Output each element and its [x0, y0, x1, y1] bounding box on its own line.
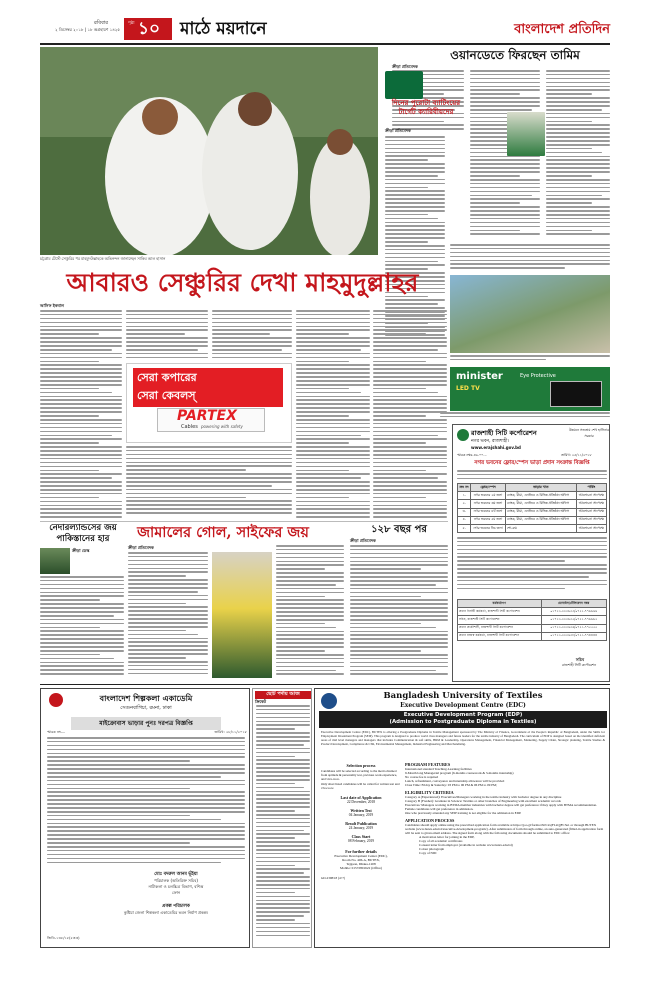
- nerland-byline: ক্রীড়া ডেস্ক: [72, 548, 90, 553]
- tamim-body-col3: [546, 70, 610, 242]
- header-rule: [40, 43, 610, 45]
- lead-byline: আসিফ ইকবাল: [40, 303, 65, 308]
- contact-table-row: [458, 608, 607, 616]
- lead-body-col3: [212, 310, 292, 362]
- rajshahi-web: www.erajshahi.gov.bd: [471, 445, 521, 450]
- floor-table-header: ক্রঃ নং: [458, 484, 471, 492]
- butex-eligibility-3: Executives/ Managers working in BTMA member industries with bachelor degree will get preference if they apply with BTMA recommendation.: [405, 803, 597, 807]
- floor-table-header: পার্কিং: [576, 484, 606, 492]
- floor-table-cell: ব্যাংক, বীমা, এনজিও ও বিভিন্ন প্রতিষ্ঠান অফিস: [505, 516, 576, 524]
- nerland-body: [40, 576, 124, 678]
- contact-table-cell: প্রধান রাজস্ব কর্মকর্তা, রাজশাহী সিটি কর্পোরেশন: [458, 632, 542, 640]
- butex-program: Executive Development Program (EDP): [403, 712, 523, 718]
- rajshahi-date: তারিখ: ২৫/১১/২০১৮: [561, 453, 592, 457]
- contact-table-cell: সচিব, রাজশাহী সিটি কর্পোরেশন: [458, 616, 542, 624]
- nerland-headline: নেদারল্যান্ডসের জয় পাকিস্তানের হার: [49, 523, 117, 544]
- jamal-body-col1: [128, 552, 208, 678]
- batting-headline: দিনের পুরোটা ব্যাটিংয়ের টার্গেট ক্যারিবীয়দের: [391, 98, 461, 116]
- rajshahi-signer-org: রাজশাহী সিটি কর্পোরেশন: [561, 663, 597, 667]
- rajshahi-contact-table: [457, 599, 607, 641]
- butex-intro: Executive Development Centre (EDC), BUTEX is offering a Postgraduate Diploma in Textile Management sponsored by The Ministry of Finance, Government of the People's Republic of Bangladesh, under the Skills for Employment Investment Program (SEIP). This program is designed to produce world class managers and future leaders for the textile industry of Bangladesh. The curriculum of EDP is designed based on the identified deficient areas of mid level managers and managers that includes Communication & soft skills, HRM & Leadership, Operations Management, Financial Management, Marketing, Supply Chain, Strategic planning, Textile Studies & Product Development, Compliance & CSR, Environmental Management, Industrial Engineering and Merchandising.: [321, 731, 605, 746]
- floor-table-header: ফ্লোর/স্পেস: [471, 484, 506, 492]
- rajshahi-subtitle: নগর ভবন, রাজশাহী।: [471, 439, 509, 444]
- rajshahi-right-note: উন্নয়নে সততায় শেখ হাসিনার সরকার: [569, 428, 609, 438]
- butex-feature-1: International standard Teaching-Learning facilities: [405, 767, 472, 771]
- floor-table-row: [458, 508, 607, 516]
- lead-body-col2: [126, 310, 208, 362]
- butex-lastdate: 22 December, 2018: [346, 800, 376, 804]
- cricket-photo: [450, 275, 610, 353]
- floor-table-cell: নগর ভবনের ৫ম তলা: [471, 516, 506, 524]
- butex-class-date: 08 February, 2019: [347, 839, 375, 843]
- lead-body-col1: [40, 310, 122, 520]
- header-day: রবিবার: [94, 20, 108, 26]
- minister-ad: [450, 367, 610, 411]
- floor-table-cell: নগর ভবনের ২য় তলা: [471, 492, 506, 500]
- shilpakala-notice: [40, 688, 250, 948]
- tamim-byline: ক্রীড়া প্রতিবেদক: [392, 64, 418, 69]
- minister-sub: LED TV: [456, 385, 480, 392]
- shilpakala-project: প্রকল্প পরিচালক: [162, 904, 190, 909]
- batting-logo-box: [385, 71, 423, 99]
- shilpakala-date: তারিখ: ২৮/১১/২০১৮: [214, 730, 247, 734]
- butex-program-sub: (Admission to Postgraduate Diploma in Textiles): [389, 719, 537, 725]
- twelve-body: [350, 545, 448, 678]
- floor-table-cell: আলোচনা সাপেক্ষে: [576, 508, 606, 516]
- hockey-photo: [40, 548, 70, 574]
- minister-tag: Eye Protective: [520, 373, 556, 379]
- lead-body-col4: [296, 310, 370, 520]
- lead-photo-caption: চট্টগ্রাম টেস্টে সেঞ্চুরির পর মাহমুদউল্লাহকে অভিনন্দন জানাচ্ছেন সাকিব আল হাসান: [40, 256, 166, 261]
- butex-doc-4: Colour photograph: [419, 847, 444, 851]
- rajshahi-ref: স্মারক নম্বর-৪৬.০০...: [457, 453, 487, 457]
- butex-feature-2: 9-Month long Managerial program (6-months coursework & 3-months internship): [405, 771, 514, 775]
- tv-schedule-category: ক্রিকেট: [255, 699, 267, 704]
- jamal-headline: জামালের গোল, সাইফের জয়: [137, 524, 309, 541]
- tv-schedule: [252, 688, 312, 948]
- butex-contact-4: Mobile: 01572801622 (Office): [340, 866, 382, 870]
- floor-table-cell: নগর ভবনের ৩য় তলা: [471, 500, 506, 508]
- shilpakala-notice-title: মাইক্রোবাস ভাড়ার পুনঃ দরপত্র বিজ্ঞপ্তি: [71, 717, 221, 730]
- butex-result-head: Result Publication: [345, 821, 377, 826]
- butex-eligibility-5: One who previously attended any SEIP training is not eligible for the admission in EDP.: [405, 811, 522, 815]
- jamal-byline: ক্রীড়া প্রতিবেদক: [128, 545, 154, 550]
- butex-title: Bangladesh University of Textiles: [383, 691, 543, 701]
- butex-eligibility-2: Category B (Fresher): Graduate in Science/ Textiles or other branches of Engineering with excellent academic records: [405, 799, 561, 803]
- butex-result-date: 24 January, 2019: [348, 826, 374, 830]
- butex-written-date: 04 January, 2019: [348, 813, 374, 817]
- floor-table-cell: ব্যাংক, বীমা, এনজিও ও বিভিন্ন প্রতিষ্ঠান অফিস: [505, 500, 576, 508]
- floor-table-row: [458, 524, 607, 532]
- contact-table-row: [458, 616, 607, 624]
- butex-doc-5: Copy of NID: [419, 851, 437, 855]
- contact-table-row: [458, 632, 607, 640]
- shilpakala-project-sub: কুষ্টিয়া জেলা শিল্পকলা একাডেমির ভবন নির্মাণ প্রকল্প।: [123, 910, 209, 915]
- editor-footer: [440, 412, 610, 422]
- contact-table-cell: ০১৭১৩-৩৩৩৬৩৮/০৭২১-৭৭৪৪৪৪: [541, 632, 606, 640]
- section-title: মাঠে ময়দানে: [180, 19, 267, 39]
- floor-table-header: ভাড়ার খাত: [505, 484, 576, 492]
- batting-body-col2: [450, 244, 610, 270]
- rajshahi-floor-table: [457, 483, 607, 533]
- shilpakala-footer-dept: নাট্যকলা ও চলচ্চিত্র বিভাগ, বশিঅ: [148, 884, 204, 889]
- butex-contact-head: For further details: [345, 849, 377, 854]
- partex-brand-sub: Cables: [181, 424, 198, 430]
- butex-code: GD-2398/18 (4×7): [321, 876, 346, 880]
- floor-table-row: [458, 492, 607, 500]
- butex-written-head: Written Test: [350, 808, 372, 813]
- rajshahi-intro: [457, 470, 607, 482]
- butex-doc-2: Copy of all academic certificates: [419, 839, 463, 843]
- butex-application-head: APPLICATION PROCESS: [405, 818, 455, 823]
- cricket-photo-caption: [450, 355, 610, 365]
- butex-selection-head: Selection process: [346, 763, 376, 768]
- contact-table-cell: ০১৭১৩-৩৩৩৬৩৬/০৭২১-৭৭৫৫৫৫: [541, 624, 606, 632]
- floor-table-cell: ১.: [458, 492, 471, 500]
- tv-image: [550, 381, 602, 407]
- tamim-body-col2: [470, 70, 540, 242]
- floor-table-cell: আলোচনা সাপেক্ষে: [576, 500, 606, 508]
- butex-selection-1: Candidates will be selected according to the merit obtained from aptitude & personality test, previous work experience, and viva-voce.: [321, 769, 398, 781]
- butex-application-text: Candidates should apply online using the prescribed application form available at https://goo.gl/forms/zXJCxxjFLxQjFC3u1 or through BUTEX website (www.butex.edu.bd/executive-development-program/). After submission of form through online, an auto-generated (filled-in application form will be sent to given email address. The signed form along with the following documents should be submitted to EDC office:: [405, 823, 604, 835]
- butex-features-head: PROGRAM FEATURES: [405, 762, 451, 767]
- partex-brand: PARTEX: [177, 408, 237, 424]
- tamim-headline: ওয়ানডেতে ফিরছেন তামিম: [450, 48, 580, 62]
- jamal-body-col2: [276, 545, 344, 678]
- butex-selection-2: Only short listed candidates will be called for written test and viva-voce: [321, 782, 400, 790]
- butex-contact-3: Tejgaon, Dhaka-1208: [346, 862, 376, 866]
- butex-eligibility-1: Category A (Experienced): Executives/Managers working in the textile industry with bachelor degree in any discipline: [405, 795, 562, 799]
- contact-table-row: [458, 624, 607, 632]
- floor-table-cell: ২.: [458, 500, 471, 508]
- butex-right-col: [405, 763, 605, 945]
- contact-table-cell: ০১৭১৩-৩৩৩৬৩৩/০৭২১-৭৭৬৬৬৬: [541, 608, 606, 616]
- rajshahi-title: রাজশাহী সিটি কর্পোরেশন: [471, 429, 537, 437]
- shilpakala-footer-name: মোঃ বদরুল আনম ভূঁইয়া: [154, 872, 198, 877]
- lead-photo: [40, 47, 378, 255]
- floor-table-cell: নগর ভবনের ৪র্থ তলা: [471, 508, 506, 516]
- floor-table-cell: ৩.: [458, 508, 471, 516]
- masthead: [40, 18, 610, 42]
- newspaper-logo: বাংলাদেশ প্রতিদিন: [514, 22, 610, 37]
- butex-left-col: [321, 763, 401, 943]
- shilpakala-body: [47, 737, 245, 867]
- contact-table-cell: প্রধান নির্বাহী কর্মকর্তা, রাজশাহী সিটি কর্পোরেশন: [458, 608, 542, 616]
- contact-table-cell: ০১৭১৩-৩৩৩৬৩৫/০৭২১-৭৭৬৬৬২: [541, 616, 606, 624]
- rajshahi-signer: সচিব: [575, 657, 585, 662]
- tamim-photo: [507, 112, 545, 156]
- floor-table-cell: শো-রুম: [505, 524, 576, 532]
- contact-table-cell: প্রধান প্রকৌশলী, রাজশাহী সিটি কর্পোরেশন: [458, 624, 542, 632]
- shilpakala-code: জিডি-১৩৮/১৮(৫×৩): [47, 936, 80, 940]
- butex-subtitle: Executive Development Centre (EDC): [400, 702, 526, 709]
- shilpakala-footer-phone: ফোন: [171, 890, 181, 895]
- butex-eligibility-head: ELIGIBILITY CRITERIA: [405, 790, 454, 795]
- butex-doc-1: A motivation letter for joining in the EDP,: [419, 835, 475, 839]
- partex-line1: সেরা কপারের: [133, 368, 283, 389]
- row-divider: [40, 521, 448, 522]
- floor-table-cell: আলোচনা সাপেক্ষে: [576, 524, 606, 532]
- twelve-byline: ক্রীড়া প্রতিবেদক: [350, 538, 376, 543]
- floor-table-cell: আলোচনা সাপেক্ষে: [576, 492, 606, 500]
- celebration-image: [40, 47, 378, 255]
- floor-table-cell: ব্যাংক, বীমা, এনজিও ও বিভিন্ন প্রতিষ্ঠান অফিস: [505, 492, 576, 500]
- shilpakala-memo: স্মারক নং-...: [47, 730, 66, 734]
- jamal-photo: [212, 552, 272, 678]
- floor-table-cell: ৪.: [458, 516, 471, 524]
- floor-table-cell: ৫.: [458, 524, 471, 532]
- partex-ad: [126, 363, 292, 443]
- rajshahi-terms: [457, 537, 607, 597]
- rajshahi-notice: [452, 424, 610, 682]
- partex-tagline: powering with safety: [201, 424, 243, 429]
- floor-table-row: [458, 500, 607, 508]
- shilpakala-title: বাংলাদেশ শিল্পকলা একাডেমি: [99, 694, 193, 703]
- ads-top-rule: [40, 684, 610, 685]
- contact-table-header: কর্মকর্তাগণ: [458, 600, 542, 608]
- butex-feature-4: Lunch, refreshment, conveyance and internship allowance will be provided: [405, 779, 505, 783]
- page-number: ১০: [138, 19, 161, 39]
- lead-body-col5: [373, 310, 447, 520]
- lead-body-col2b: [126, 446, 292, 518]
- rajshahi-emblem: [457, 429, 469, 441]
- floor-table-cell: ব্যাংক, বীমা, এনজিও ও বিভিন্ন প্রতিষ্ঠান অফিস: [505, 508, 576, 516]
- shilpakala-subtitle: সেগুনবাগিচা, রমনা, ঢাকা: [120, 705, 172, 711]
- tv-schedule-header: ছোট পর্দায় আজ: [255, 691, 311, 699]
- butex-lastdate-head: Last date of Application: [340, 795, 382, 800]
- butex-contact-1: Executive Development Center (EDC),: [334, 854, 388, 858]
- lead-headline: আবারও সেঞ্চুরির দেখা মাহমুদুল্লাহর: [66, 268, 419, 297]
- floor-table-cell: আলোচনা সাপেক্ষে: [576, 516, 606, 524]
- contact-table-header: মোবাইল/টেলিফোন নম্বর: [541, 600, 606, 608]
- floor-table-cell: নগর ভবনের নিচ তলা: [471, 524, 506, 532]
- batting-byline: ক্রীড়া প্রতিবেদক: [385, 128, 411, 133]
- partex-line2: সেরা কেবলস্: [133, 386, 283, 407]
- butex-feature-5: Class Time: Friday & Saturday: 03 PM to 06 PM & 06 PM to 09 PM;: [405, 783, 497, 787]
- page-label: পৃষ্ঠা: [128, 20, 135, 25]
- butex-feature-3: No course fee is required: [405, 775, 439, 779]
- butex-ad: [314, 688, 610, 948]
- tv-schedule-list: [256, 705, 310, 945]
- butex-eligibility-4: Female candidates will get preference in admission.: [405, 807, 474, 811]
- rajshahi-notice-title: নগর ভবনের ফ্লোর/স্পেস ভাড়া প্রদান সংক্রান্ত বিজ্ঞপ্তি: [474, 460, 590, 466]
- twelve-headline: ১২৮ বছর পর: [371, 524, 427, 535]
- butex-doc-3: Consent letter from employer (available in website www.butex.edu.bd): [419, 843, 513, 847]
- minister-brand: minister: [456, 371, 503, 382]
- floor-table-row: [458, 516, 607, 524]
- butex-contact-2: Room No. 406-A, BUTEX,: [342, 858, 380, 862]
- butex-class-head: Class Start: [351, 834, 371, 839]
- header-date: ২ ডিসেম্বর ২০১৮ | ১৮ অগ্রহায়ণ ১৪২৫: [55, 27, 120, 32]
- shilpakala-footer-role: পরিচালক (অতিরিক্ত সচিব): [154, 878, 198, 883]
